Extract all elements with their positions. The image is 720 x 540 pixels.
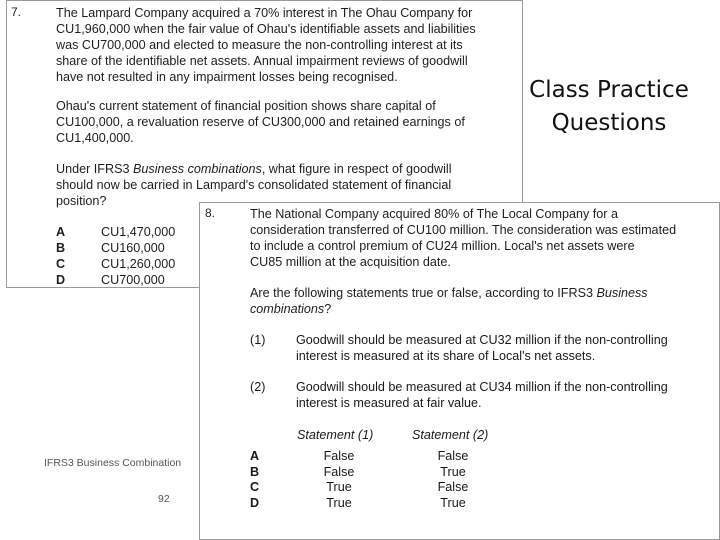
italic-text-run: Business (596, 286, 648, 300)
text-line: CU1,960,000 when the fair value of Ohau's identifiable assets and liabilities (56, 22, 476, 36)
answer-letter: B (250, 464, 260, 479)
text-run: Under IFRS3 (56, 162, 133, 176)
answer-letter: C (250, 480, 260, 494)
option-letter: D (56, 273, 66, 287)
question-7-paragraph-1 (56, 5, 476, 85)
answer-letter: D (250, 495, 260, 510)
slide-title-line: Questions (551, 110, 667, 136)
text-run: Are the following statements true or false, according to IFRS3 (250, 286, 597, 300)
question-8-paragraph-1 (250, 206, 676, 270)
option-letter: A (56, 225, 66, 239)
page-number: 92 (158, 493, 170, 505)
text-line (250, 301, 648, 317)
text-run: , what figure in respect of goodwill (261, 162, 452, 176)
text-line: consideration transferred of CU100 million. The consideration was estimated (250, 223, 677, 237)
answer-letter: A (250, 449, 260, 463)
statement-text (296, 332, 668, 364)
answer-statement-1: False (323, 449, 355, 463)
table-header-statement-1: Statement (1) (297, 428, 374, 442)
answer-statement-1: True (326, 495, 352, 510)
answer-statement-2: True (440, 464, 466, 479)
question-8-number: 8. (205, 206, 216, 220)
text-line: interest is measured at its share of Local's net assets. (296, 349, 596, 363)
option-value: CU160,000 (101, 241, 165, 255)
text-line: was CU700,000 and elected to measure the non-controlling interest at its (56, 38, 463, 52)
text-line: position? (56, 194, 107, 208)
question-7-paragraph-2 (56, 98, 465, 146)
text-line: interest is measured at fair value. (296, 396, 482, 410)
answer-statement-2: False (437, 480, 469, 494)
answer-statement-1: True (326, 480, 352, 494)
text-line: CU1,400,000. (56, 131, 134, 145)
table-header-statement-2: Statement (2) (412, 428, 489, 442)
statement-text (296, 379, 668, 411)
text-line: The Lampard Company acquired a 70% interest in The Ohau Company for (56, 6, 473, 20)
text-line: to include a control premium of CU24 million. Local's net assets were (250, 239, 635, 253)
option-value: CU700,000 (101, 273, 165, 287)
text-line: Ohau's current statement of financial position shows share capital of (56, 99, 436, 113)
italic-text-run: Business combinations (133, 162, 262, 176)
answer-table (250, 449, 510, 511)
text-line: CU100,000, a revaluation reserve of CU300,000 and retained earnings of (56, 115, 465, 129)
question-8-paragraph-2 (250, 285, 648, 317)
answer-row-a (250, 449, 510, 465)
text-line (250, 285, 648, 301)
question-8-box (199, 202, 720, 540)
statement-number: (2) (250, 380, 266, 394)
statement-1 (250, 332, 710, 364)
text-line: The National Company acquired 80% of The Local Company for a (250, 207, 618, 221)
slide-title-line: Class Practice (529, 77, 689, 103)
text-line: should now be carried in Lampard's consolidated statement of financial (56, 178, 452, 192)
answer-row-d (250, 496, 510, 512)
text-line: Goodwill should be measured at CU34 million if the non-controlling (296, 380, 668, 394)
slide-title (518, 74, 700, 140)
question-7-number: 7. (11, 5, 22, 19)
italic-text-run: combinations (250, 302, 325, 316)
option-letter: C (56, 257, 66, 271)
answer-statement-2: True (440, 495, 466, 510)
text-line: CU85 million at the acquisition date. (250, 255, 451, 269)
text-line (56, 161, 452, 177)
answer-statement-1: False (323, 464, 355, 479)
answer-row-c (250, 480, 510, 496)
option-value: CU1,470,000 (101, 225, 176, 239)
statement-2 (250, 379, 710, 411)
statement-number: (1) (250, 333, 266, 347)
text-run: ? (324, 302, 332, 316)
text-line: share of the identifiable net assets. Annual impairment reviews of goodwill (56, 54, 468, 68)
option-value: CU1,260,000 (101, 257, 176, 271)
answer-statement-2: False (437, 449, 469, 463)
footer-label: IFRS3 Business Combination (44, 457, 182, 469)
text-line: have not resulted in any impairment losses being recognised. (56, 70, 398, 84)
answer-row-b (250, 465, 510, 481)
text-line: Goodwill should be measured at CU32 million if the non-controlling (296, 333, 668, 347)
option-letter: B (56, 241, 66, 255)
